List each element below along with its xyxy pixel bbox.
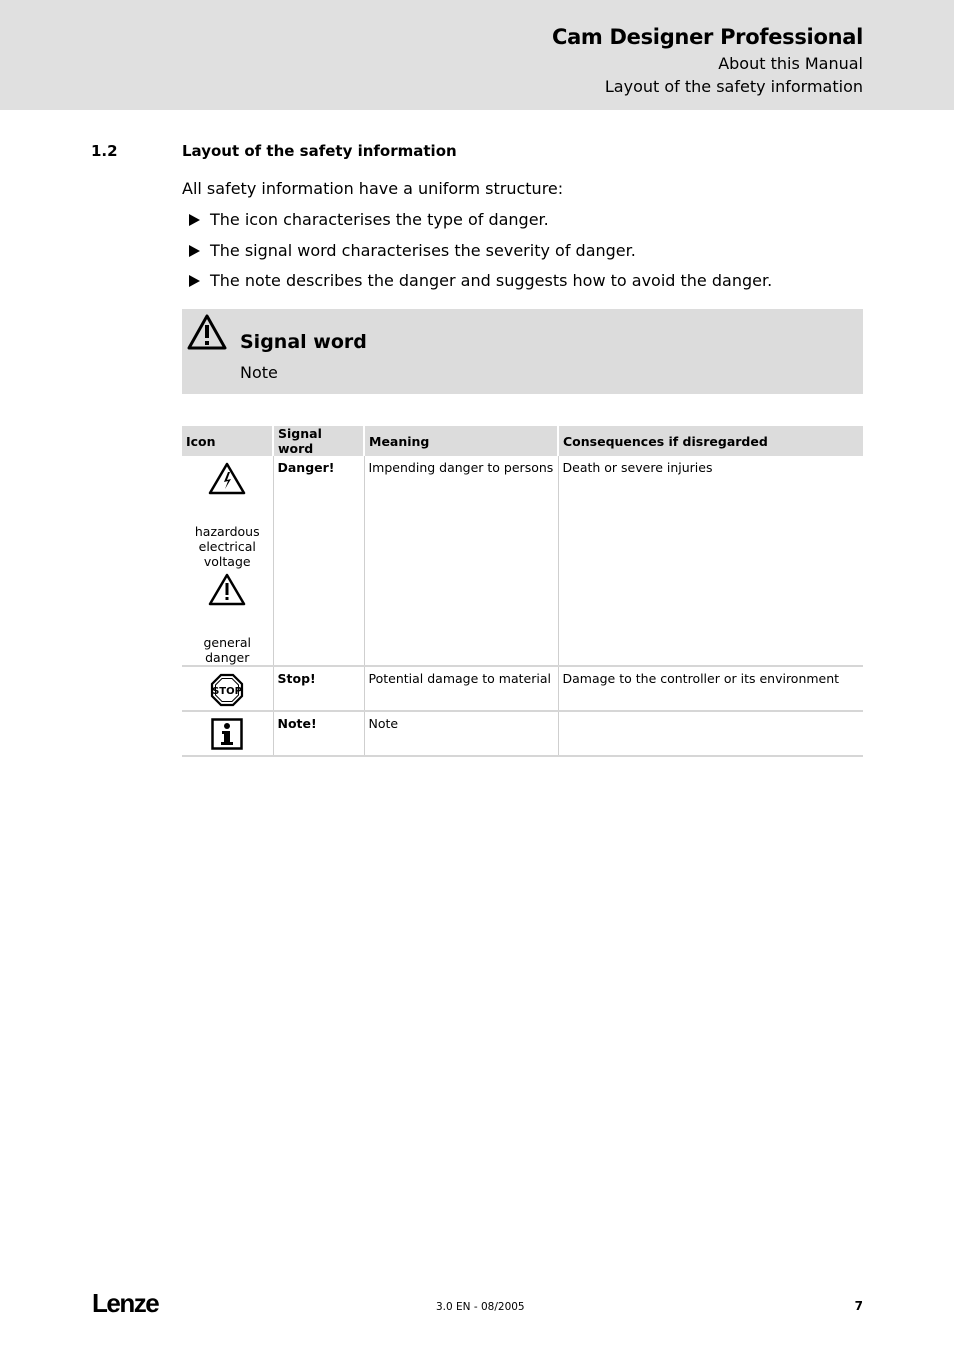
icon-cell [182, 456, 273, 666]
signal-word-box [182, 309, 863, 394]
intro-text: All safety information have a uniform structure: [182, 179, 564, 198]
table-row [182, 711, 863, 756]
page-header [0, 0, 954, 110]
icon-caption: general danger [203, 635, 251, 665]
icon-cell [182, 666, 273, 711]
chapter-title: About this Manual [718, 54, 863, 73]
meaning-cell: Potential damage to material [364, 666, 558, 711]
meaning-cell: Note [364, 711, 558, 756]
list-item [187, 209, 772, 240]
table-header-row [182, 426, 863, 456]
version-label: 3.0 EN - 08/2005 [436, 1301, 525, 1313]
column-header-icon: Icon [182, 426, 273, 456]
bullet-text: The signal word characterises the severity of danger. [210, 240, 636, 260]
note-text: Note [240, 363, 278, 382]
column-header-signal-word: Signal word [273, 426, 364, 456]
consequences-cell: Death or severe injuries [558, 456, 863, 666]
bullet-arrow-icon [189, 275, 200, 287]
column-header-consequences: Consequences if disregarded [558, 426, 863, 456]
bullet-list [187, 209, 772, 301]
lenze-logo: Lenze [92, 1288, 159, 1318]
svg-text:STOP: STOP [212, 686, 243, 697]
signal-word-cell: Danger! [273, 456, 364, 666]
page-number: 7 [854, 1299, 863, 1313]
signal-word-cell: Stop! [273, 666, 364, 711]
table-row [182, 456, 863, 666]
bullet-arrow-icon [189, 245, 200, 257]
section-number: 1.2 [91, 142, 118, 160]
consequences-cell [558, 711, 863, 756]
bullet-arrow-icon [189, 214, 200, 226]
icon-cell [182, 711, 273, 756]
signal-word-heading: Signal word [240, 331, 367, 353]
section-title: Layout of the safety information [182, 142, 457, 160]
section-breadcrumb: Layout of the safety information [604, 77, 863, 96]
list-item [187, 270, 772, 301]
general-danger-icon [208, 573, 246, 607]
warning-triangle-icon [186, 313, 228, 351]
document-title: Cam Designer Professional [551, 25, 863, 49]
electrical-voltage-icon [208, 462, 246, 496]
stop-sign-icon [210, 673, 244, 707]
meaning-cell: Impending danger to persons [364, 456, 558, 666]
safety-table [182, 426, 863, 757]
icon-caption: hazardous electrical voltage [194, 524, 260, 569]
consequences-cell: Damage to the controller or its environment [558, 666, 863, 711]
signal-word-cell: Note! [273, 711, 364, 756]
table-row [182, 666, 863, 711]
bullet-text: The note describes the danger and suggests how to avoid the danger. [210, 271, 773, 290]
column-header-meaning: Meaning [364, 426, 558, 456]
list-item [187, 240, 772, 271]
bullet-text: The icon characterises the type of danger. [210, 210, 549, 229]
info-icon [211, 718, 243, 750]
